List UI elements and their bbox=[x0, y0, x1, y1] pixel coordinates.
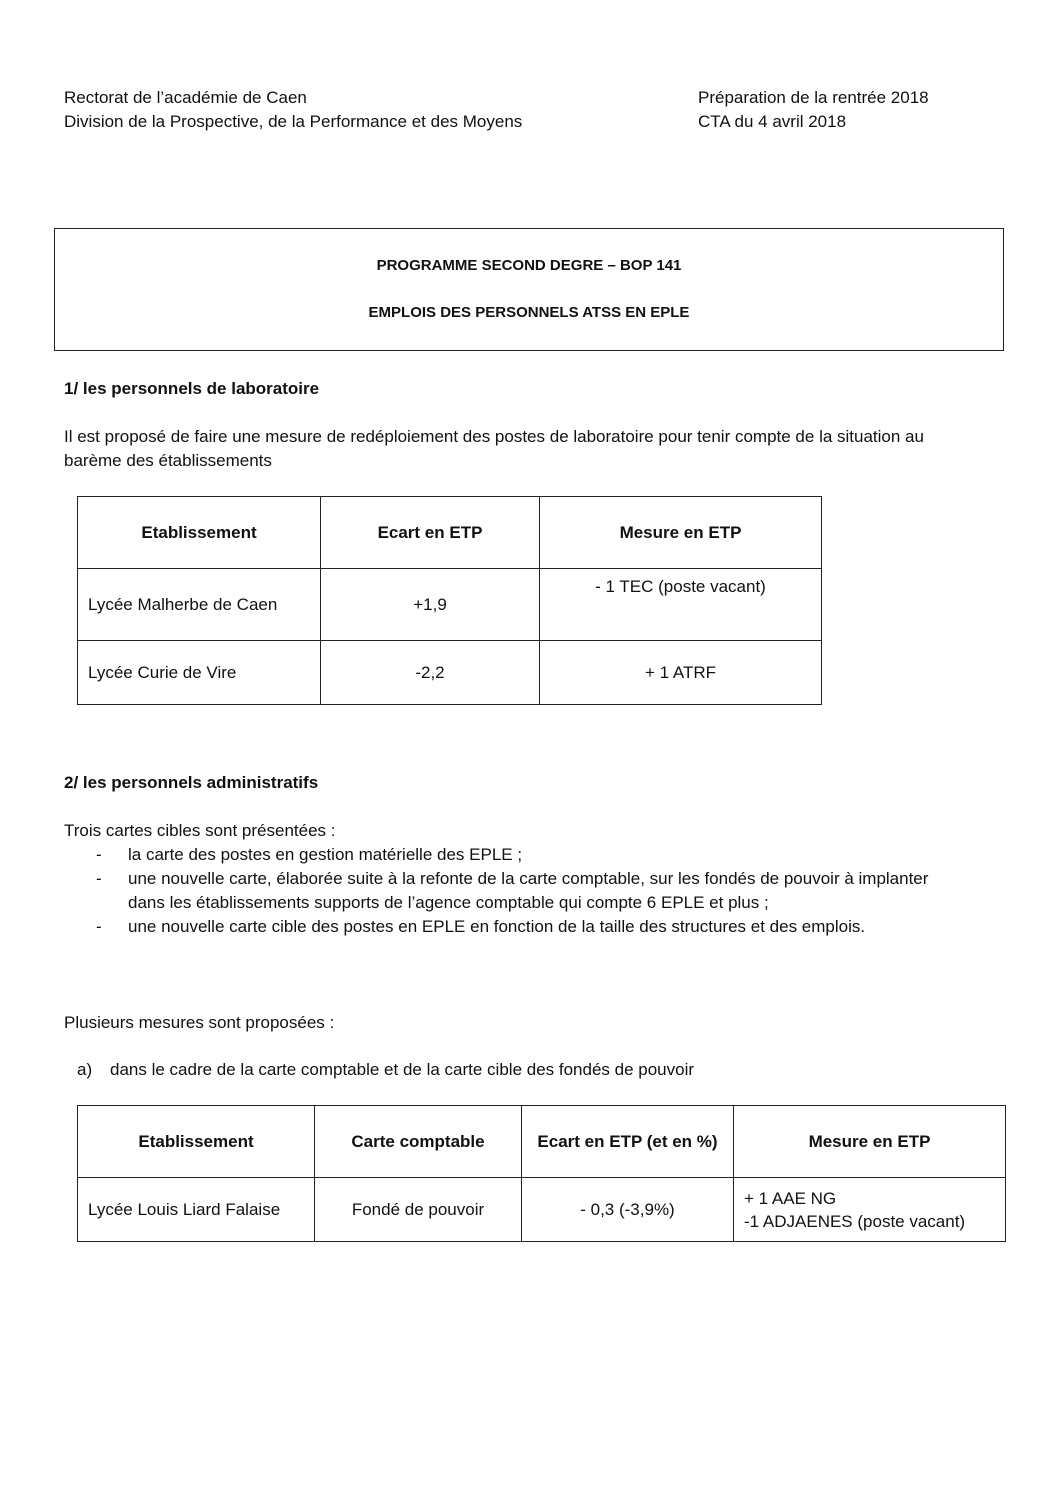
laboratoire-table bbox=[77, 496, 822, 705]
cell-etablissement: Lycée Malherbe de Caen bbox=[78, 569, 321, 641]
bullet-dash: - bbox=[96, 845, 102, 864]
section1-paragraph-line2: barème des établissements bbox=[64, 451, 272, 470]
table-row bbox=[78, 1178, 1006, 1242]
table-row bbox=[78, 641, 822, 705]
col-header-mesure: Mesure en ETP bbox=[540, 497, 822, 569]
header-institution: Rectorat de l’académie de Caen bbox=[64, 88, 307, 107]
section1-heading: 1/ les personnels de laboratoire bbox=[64, 379, 320, 398]
col-header-etablissement: Etablissement bbox=[78, 497, 321, 569]
cell-mesure bbox=[734, 1178, 1006, 1242]
col-header-ecart: Ecart en ETP bbox=[321, 497, 540, 569]
header-cta-date: CTA du 4 avril 2018 bbox=[698, 112, 847, 131]
col-header-carte-comptable: Carte comptable bbox=[315, 1106, 522, 1178]
bullet-dash: - bbox=[96, 869, 102, 888]
header-division: Division de la Prospective, de la Performance et des Moyens bbox=[64, 112, 523, 131]
title-emplois: EMPLOIS DES PERSONNELS ATSS EN EPLE bbox=[368, 304, 690, 321]
mesure-line1: + 1 AAE NG bbox=[744, 1188, 837, 1208]
comptable-table bbox=[77, 1105, 1006, 1242]
bullet-dash: - bbox=[96, 917, 102, 936]
header-left bbox=[64, 86, 522, 134]
section2-intro: Trois cartes cibles sont présentées : bbox=[64, 821, 336, 840]
title-programme: PROGRAMME SECOND DEGRE – BOP 141 bbox=[376, 257, 682, 274]
cell-ecart: +1,9 bbox=[321, 569, 540, 641]
table-header-row bbox=[78, 1106, 1006, 1178]
list-item: une nouvelle carte, élaborée suite à la refonte de la carte comptable, sur les fondés de pouvoir à implanter bbox=[128, 869, 929, 888]
cell-carte-comptable: Fondé de pouvoir bbox=[315, 1178, 522, 1242]
col-header-mesure: Mesure en ETP bbox=[734, 1106, 1006, 1178]
section1-paragraph-line1: Il est proposé de faire une mesure de redéploiement des postes de laboratoire pour tenir compte de la situation au bbox=[64, 427, 924, 446]
list-item-continuation: dans les établissements supports de l’agence comptable qui compte 6 EPLE et plus ; bbox=[128, 893, 769, 912]
cell-mesure: + 1 ATRF bbox=[540, 641, 822, 705]
cell-mesure: - 1 TEC (poste vacant) bbox=[540, 569, 822, 641]
table-row bbox=[78, 569, 822, 641]
list-item: une nouvelle carte cible des postes en EPLE en fonction de la taille des structures et des emplois. bbox=[128, 917, 866, 936]
mesure-line2: -1 ADJAENES (poste vacant) bbox=[744, 1211, 966, 1231]
table-header-row bbox=[78, 497, 822, 569]
header-preparation: Préparation de la rentrée 2018 bbox=[698, 88, 929, 107]
cell-ecart: -2,2 bbox=[321, 641, 540, 705]
col-header-ecart: Ecart en ETP (et en %) bbox=[522, 1106, 734, 1178]
col-header-etablissement: Etablissement bbox=[78, 1106, 315, 1178]
item-a-label: a) bbox=[77, 1060, 93, 1079]
list-item: la carte des postes en gestion matérielle des EPLE ; bbox=[128, 845, 523, 864]
cell-ecart: - 0,3 (-3,9%) bbox=[522, 1178, 734, 1242]
cell-etablissement: Lycée Curie de Vire bbox=[78, 641, 321, 705]
section2-heading: 2/ les personnels administratifs bbox=[64, 773, 319, 792]
cell-etablissement: Lycée Louis Liard Falaise bbox=[78, 1178, 315, 1242]
mesures-intro: Plusieurs mesures sont proposées : bbox=[64, 1013, 335, 1032]
item-a-text: dans le cadre de la carte comptable et de la carte cible des fondés de pouvoir bbox=[110, 1060, 695, 1079]
header-right bbox=[698, 86, 929, 134]
title-box bbox=[54, 228, 1004, 351]
